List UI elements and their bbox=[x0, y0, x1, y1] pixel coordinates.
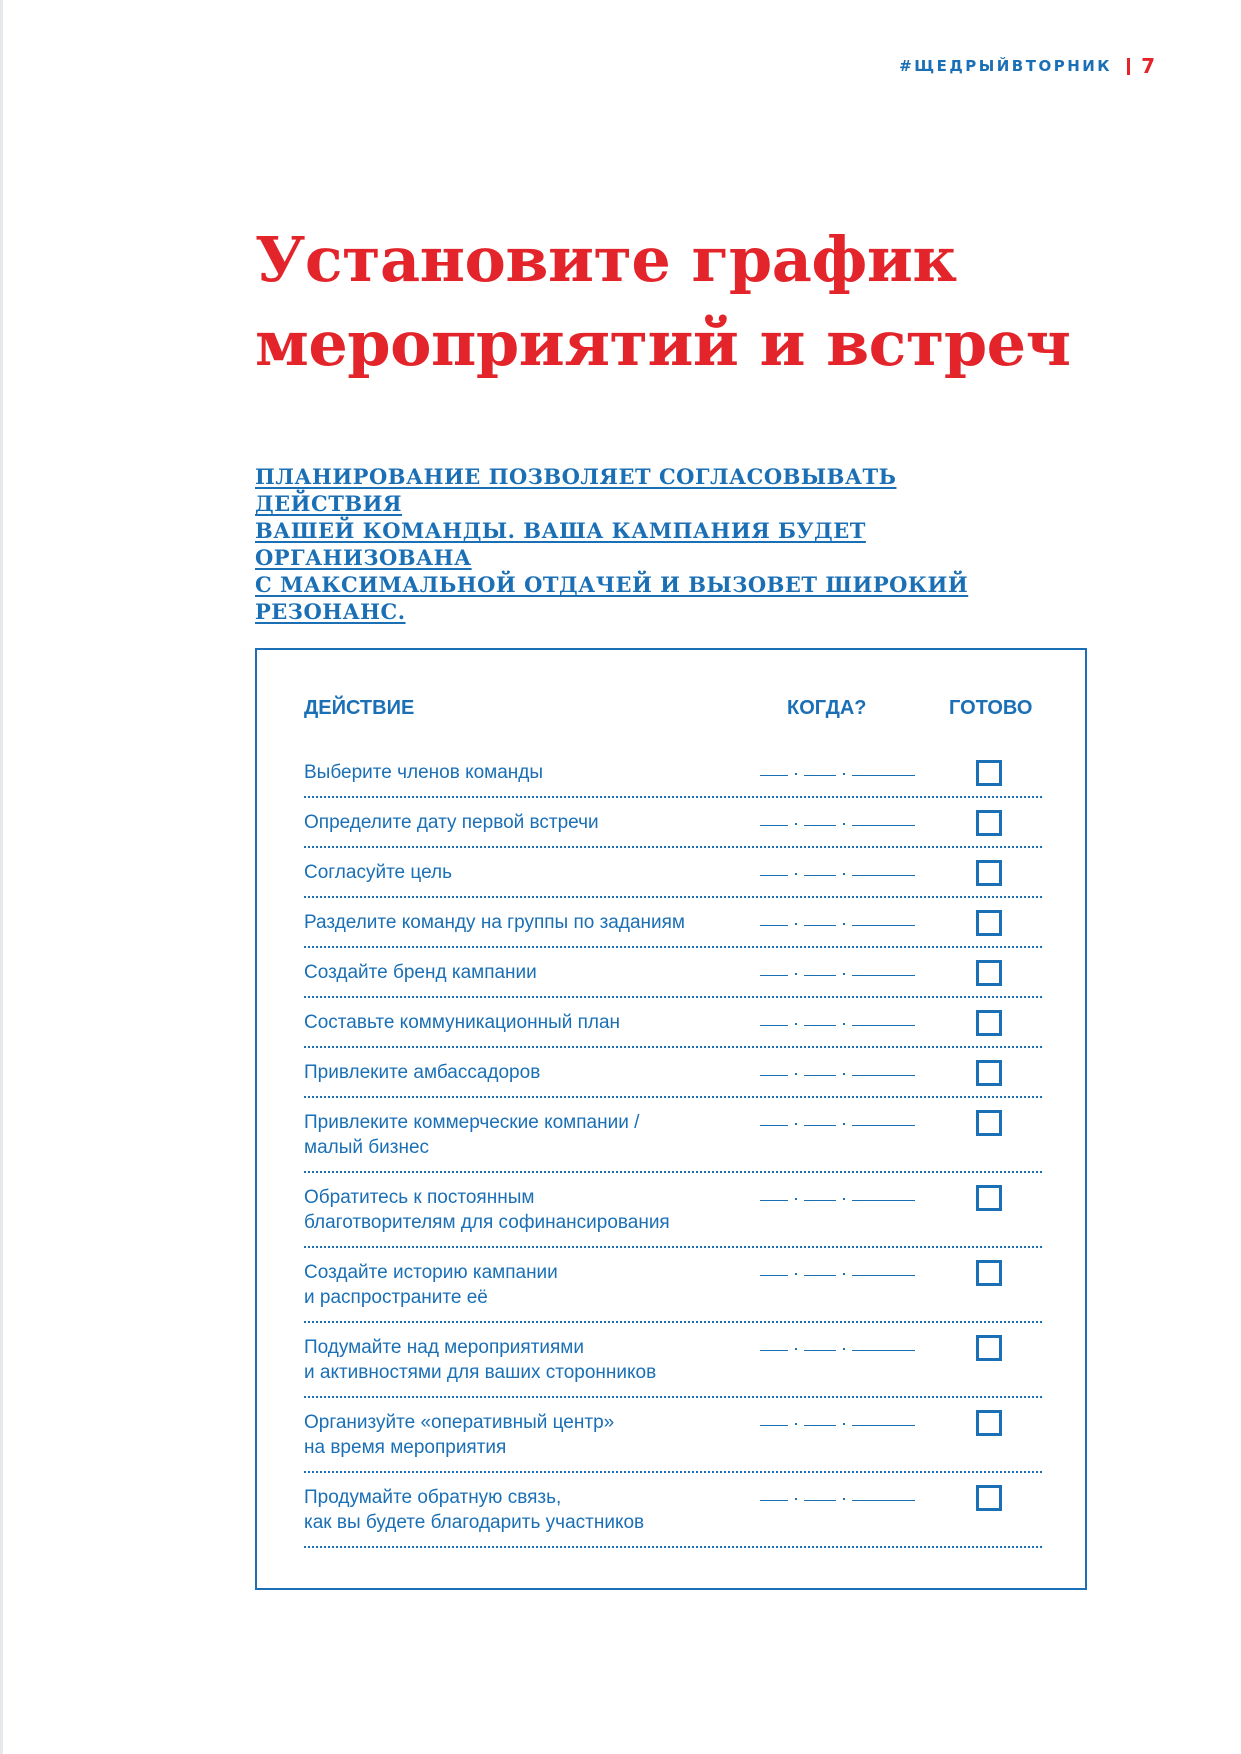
year-blank[interactable] bbox=[852, 774, 915, 776]
done-checkbox[interactable] bbox=[976, 1485, 1002, 1511]
column-header-action: ДЕЙСТВИЕ bbox=[304, 697, 415, 719]
page-edge bbox=[0, 0, 3, 1754]
date-separator bbox=[843, 1273, 845, 1275]
month-blank[interactable] bbox=[804, 1074, 836, 1076]
done-checkbox[interactable] bbox=[976, 1260, 1002, 1286]
action-label-line: и активностями для ваших сторонников bbox=[304, 1362, 657, 1383]
done-checkbox[interactable] bbox=[976, 810, 1002, 836]
day-blank[interactable] bbox=[760, 874, 788, 876]
month-blank[interactable] bbox=[804, 824, 836, 826]
action-label bbox=[304, 1185, 744, 1235]
lead-line: ПЛАНИРОВАНИЕ ПОЗВОЛЯЕТ СОГЛАСОВЫВАТЬ ДЕЙСТВИЯ bbox=[255, 464, 897, 516]
date-separator bbox=[843, 823, 845, 825]
done-checkbox[interactable] bbox=[976, 1110, 1002, 1136]
done-checkbox[interactable] bbox=[976, 960, 1002, 986]
date-blank-field[interactable] bbox=[760, 1199, 915, 1201]
day-blank[interactable] bbox=[760, 1074, 788, 1076]
year-blank[interactable] bbox=[852, 1074, 915, 1076]
action-label-line: Согласуйте цель bbox=[304, 862, 452, 883]
action-label-line: Определите дату первой встречи bbox=[304, 812, 599, 833]
action-label bbox=[304, 960, 744, 985]
date-separator bbox=[795, 1423, 797, 1425]
date-blank-field[interactable] bbox=[760, 1424, 915, 1426]
action-label-line: благотворителям для софинансирования bbox=[304, 1212, 670, 1233]
action-label bbox=[304, 1060, 744, 1085]
date-separator bbox=[795, 773, 797, 775]
table-row bbox=[304, 1323, 1042, 1398]
date-separator bbox=[795, 1123, 797, 1125]
page-header bbox=[899, 54, 1155, 78]
date-separator bbox=[843, 1073, 845, 1075]
year-blank[interactable] bbox=[852, 1499, 915, 1501]
day-blank[interactable] bbox=[760, 1274, 788, 1276]
date-blank-field[interactable] bbox=[760, 1499, 915, 1501]
date-blank-field[interactable] bbox=[760, 974, 915, 976]
date-blank-field[interactable] bbox=[760, 1349, 915, 1351]
date-blank-field[interactable] bbox=[760, 924, 915, 926]
action-label bbox=[304, 910, 744, 935]
day-blank[interactable] bbox=[760, 1349, 788, 1351]
page-number: 7 bbox=[1141, 54, 1155, 78]
done-checkbox[interactable] bbox=[976, 1010, 1002, 1036]
action-label-line: Создайте историю кампании bbox=[304, 1262, 558, 1283]
year-blank[interactable] bbox=[852, 1024, 915, 1026]
header-divider bbox=[1127, 58, 1130, 75]
year-blank[interactable] bbox=[852, 1424, 915, 1426]
action-label-line: Создайте бренд кампании bbox=[304, 962, 537, 983]
year-blank[interactable] bbox=[852, 1124, 915, 1126]
day-blank[interactable] bbox=[760, 1124, 788, 1126]
date-separator bbox=[795, 823, 797, 825]
date-separator bbox=[795, 1498, 797, 1500]
action-label-line: Разделите команду на группы по заданиям bbox=[304, 912, 685, 933]
page-title bbox=[255, 218, 1071, 386]
action-label bbox=[304, 810, 744, 835]
date-separator bbox=[843, 1498, 845, 1500]
lead-line: РЕЗОНАНС. bbox=[255, 599, 406, 624]
schedule-rows bbox=[304, 748, 1042, 1548]
table-row bbox=[304, 1173, 1042, 1248]
date-blank-field[interactable] bbox=[760, 824, 915, 826]
done-checkbox[interactable] bbox=[976, 1060, 1002, 1086]
lead-paragraph bbox=[255, 463, 1035, 625]
action-label-line: малый бизнес bbox=[304, 1137, 430, 1158]
date-separator bbox=[843, 1198, 845, 1200]
year-blank[interactable] bbox=[852, 924, 915, 926]
month-blank[interactable] bbox=[804, 1199, 836, 1201]
done-checkbox[interactable] bbox=[976, 760, 1002, 786]
table-row bbox=[304, 1248, 1042, 1323]
table-row bbox=[304, 948, 1042, 998]
action-label bbox=[304, 1110, 744, 1160]
date-blank-field[interactable] bbox=[760, 874, 915, 876]
table-row bbox=[304, 848, 1042, 898]
action-label-line: на время мероприятия bbox=[304, 1437, 507, 1458]
month-blank[interactable] bbox=[804, 1124, 836, 1126]
month-blank[interactable] bbox=[804, 1024, 836, 1026]
table-row bbox=[304, 1098, 1042, 1173]
action-label-line: Привлеките коммерческие компании / bbox=[304, 1112, 640, 1133]
month-blank[interactable] bbox=[804, 774, 836, 776]
action-label-line: Выберите членов команды bbox=[304, 762, 544, 783]
date-separator bbox=[843, 1023, 845, 1025]
action-label-line: Составьте коммуникационный план bbox=[304, 1012, 621, 1033]
column-header-when: КОГДА? bbox=[787, 697, 867, 719]
action-label-line: и распространите её bbox=[304, 1287, 488, 1308]
date-separator bbox=[795, 1273, 797, 1275]
done-checkbox[interactable] bbox=[976, 1335, 1002, 1361]
date-separator bbox=[843, 973, 845, 975]
action-label bbox=[304, 1410, 744, 1460]
schedule-table bbox=[255, 648, 1087, 1590]
table-row bbox=[304, 748, 1042, 798]
date-blank-field[interactable] bbox=[760, 1274, 915, 1276]
year-blank[interactable] bbox=[852, 1349, 915, 1351]
day-blank[interactable] bbox=[760, 1499, 788, 1501]
date-separator bbox=[795, 973, 797, 975]
date-separator bbox=[843, 773, 845, 775]
month-blank[interactable] bbox=[804, 1349, 836, 1351]
date-blank-field[interactable] bbox=[760, 774, 915, 776]
day-blank[interactable] bbox=[760, 924, 788, 926]
date-separator bbox=[843, 1423, 845, 1425]
month-blank[interactable] bbox=[804, 974, 836, 976]
action-label bbox=[304, 860, 744, 885]
done-checkbox[interactable] bbox=[976, 1410, 1002, 1436]
day-blank[interactable] bbox=[760, 1424, 788, 1426]
page-title-line: Установите график bbox=[255, 223, 957, 296]
day-blank[interactable] bbox=[760, 824, 788, 826]
year-blank[interactable] bbox=[852, 824, 915, 826]
date-separator bbox=[843, 1348, 845, 1350]
day-blank[interactable] bbox=[760, 974, 788, 976]
month-blank[interactable] bbox=[804, 874, 836, 876]
date-separator bbox=[843, 923, 845, 925]
day-blank[interactable] bbox=[760, 1024, 788, 1026]
hashtag: #ЩЕДРЫЙВТОРНИК bbox=[899, 57, 1113, 75]
action-label-line: Организуйте «оперативный центр» bbox=[304, 1412, 615, 1433]
action-label-line: Подумайте над мероприятиями bbox=[304, 1337, 584, 1358]
date-blank-field[interactable] bbox=[760, 1024, 915, 1026]
page-title-line: мероприятий и встреч bbox=[255, 307, 1071, 380]
month-blank[interactable] bbox=[804, 1499, 836, 1501]
action-label-line: Привлеките амбассадоров bbox=[304, 1062, 541, 1083]
action-label bbox=[304, 760, 744, 785]
done-checkbox[interactable] bbox=[976, 860, 1002, 886]
lead-line: С МАКСИМАЛЬНОЙ ОТДАЧЕЙ И ВЫЗОВЕТ ШИРОКИЙ bbox=[255, 572, 969, 597]
date-separator bbox=[795, 873, 797, 875]
action-label bbox=[304, 1335, 744, 1385]
date-blank-field[interactable] bbox=[760, 1124, 915, 1126]
date-blank-field[interactable] bbox=[760, 1074, 915, 1076]
done-checkbox[interactable] bbox=[976, 1185, 1002, 1211]
table-row bbox=[304, 1048, 1042, 1098]
table-row bbox=[304, 798, 1042, 848]
column-header-done: ГОТОВО bbox=[949, 697, 1033, 719]
year-blank[interactable] bbox=[852, 1274, 915, 1276]
year-blank[interactable] bbox=[852, 874, 915, 876]
action-label bbox=[304, 1260, 744, 1310]
date-separator bbox=[795, 923, 797, 925]
month-blank[interactable] bbox=[804, 924, 836, 926]
date-separator bbox=[795, 1023, 797, 1025]
day-blank[interactable] bbox=[760, 774, 788, 776]
lead-line: ВАШЕЙ КОМАНДЫ. ВАША КАМПАНИЯ БУДЕТ ОРГАНИЗОВАНА bbox=[255, 518, 866, 570]
action-label-line: Обратитесь к постоянным bbox=[304, 1187, 535, 1208]
table-row bbox=[304, 1473, 1042, 1548]
month-blank[interactable] bbox=[804, 1424, 836, 1426]
date-separator bbox=[795, 1198, 797, 1200]
table-row bbox=[304, 998, 1042, 1048]
table-row bbox=[304, 898, 1042, 948]
date-separator bbox=[795, 1348, 797, 1350]
done-checkbox[interactable] bbox=[976, 910, 1002, 936]
date-separator bbox=[843, 873, 845, 875]
month-blank[interactable] bbox=[804, 1274, 836, 1276]
year-blank[interactable] bbox=[852, 1199, 915, 1201]
year-blank[interactable] bbox=[852, 974, 915, 976]
date-separator bbox=[795, 1073, 797, 1075]
table-row bbox=[304, 1398, 1042, 1473]
day-blank[interactable] bbox=[760, 1199, 788, 1201]
action-label-line: как вы будете благодарить участников bbox=[304, 1512, 645, 1533]
date-separator bbox=[843, 1123, 845, 1125]
action-label bbox=[304, 1485, 744, 1535]
action-label-line: Продумайте обратную связь, bbox=[304, 1487, 562, 1508]
action-label bbox=[304, 1010, 744, 1035]
